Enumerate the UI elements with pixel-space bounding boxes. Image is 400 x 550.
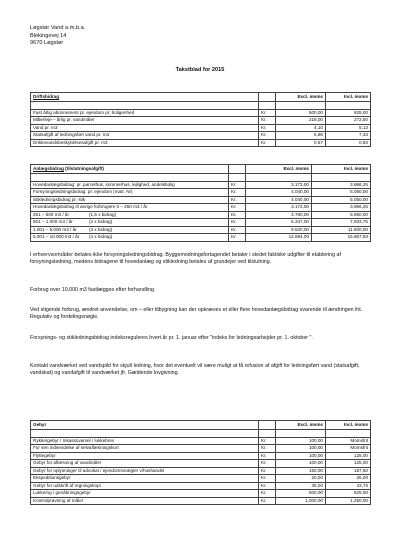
table-row: Stikledningsbidrag pr. stik Kr. 4.040,00 5.050,00 [31, 196, 371, 204]
company-city: 9670 Løgstør [30, 40, 64, 47]
table-row: Statsafgift af ledningsført vand pr. m3 Kr. 5,86 7,33 [31, 132, 371, 140]
drift-col-excl: Excl. moms [276, 93, 326, 102]
drift-table [30, 92, 371, 147]
paragraph-erhverv: I erhvervsområder betales ikke forsyningsledningsbidrag. Byggemodningsfortagendet betaler i stedet faktiske udgifter til etablering af forsyningsledning, medens bidragene til hovedanlæg og stikledning betales af grundejer ved tilslutning. [30, 252, 341, 266]
table-row: Lukke/og / genåbningsgebyr Kr. 500,00 625,00 [31, 490, 371, 498]
table-row: Flyttegebyr Kr. 100,00 125,00 [31, 452, 371, 460]
anlaeg-heading-suffix: (tilslutningsafgift) [63, 166, 104, 171]
table-row: 1.001 – 5.000 m3 / år (3 x bidrag) Kr. 9.520,00 11.900,00 [31, 226, 371, 234]
gebyr-col-incl: Incl. moms [326, 421, 371, 430]
anlaeg-heading: Anlægsbidrag [33, 166, 64, 171]
table-row: Målerleje – årlig pr. vandmåler Kr. 218,00 272,50 [31, 117, 371, 125]
gebyr-header-row [31, 421, 371, 430]
table-row: 251 – 500 m3 / år (1,5 x bidrag) Kr. 4.760,00 5.950,00 [31, 211, 371, 219]
anlaeg-table [30, 164, 371, 242]
table-row: Forsyningsledningsbidrag: pr. ejendom (matr. Nr) Kr. 4.040,00 5.050,00 [31, 189, 371, 197]
table-row: Ekspeditionsgebyr Kr. 20,00 25,00 [31, 475, 371, 483]
anlaeg-header-row [31, 165, 371, 174]
anlaeg-col-incl: Incl. moms [312, 165, 371, 174]
table-row: 5.001 – 10.000 m3 / år (4 x bidrag) Kr. 12.694,00 15.867,50 [31, 234, 371, 242]
table-row: Hovedanlægsbidrag til øvrige forbrugere 0 – 250 m3 / år Kr. 3.173,00 3.966,25 [31, 204, 371, 212]
gebyr-table [30, 420, 371, 505]
paragraph-forbrug: Forbrug over 10.000 m3 fastlægges efter forhandling. [30, 287, 156, 293]
drift-heading: Driftsbidrag [31, 93, 259, 102]
document-title: Takstblad for 2015 [175, 67, 225, 73]
table-row: Gebyr for udskrift af regningskopi Kr. 35,00 43,75 [31, 482, 371, 490]
drift-col-incl: Incl. moms [326, 93, 371, 102]
table-row: Vand pr. m3 Kr. 4,10 5,13 [31, 124, 371, 132]
table-row: Rykkergebyr / Inkassovarsel / lukkebrev Kr. 100,00 Momsfrit [31, 437, 371, 445]
company-address [30, 25, 85, 48]
paragraph-stigende-forbrug: Ved stigende forbrug, ændret anvendelse, om – eller tilbygning kan der opkræves et eller flere hovedanlægsbidrag svarende til ændringen iht. Regulativ og fordelingsnøgle. [30, 307, 363, 321]
table-row: Hovedanlægsbidrag: pr. parcelhus, sommerhus, lejlighed, andelsbolig Kr. 3.173,00 3.966,25 [31, 181, 371, 189]
paragraph-indeksregulering: Forsynings- og stikledningsbidrag indeksreguleres hvert år pr. 1. januar efter "indeks for ledningsarbejder pr. 1. oktober ". [30, 335, 313, 341]
table-row: Kontrolprøvning af måler Kr. 1.000,00 1.250,00 [31, 497, 371, 505]
gebyr-heading: Gebyr [31, 421, 259, 430]
table-row: For sen indsendelse af selvaflæsningskort Kr. 100,00 Momsfrit [31, 445, 371, 453]
company-name: Løgstør Vand a.m.b.a. [30, 25, 86, 31]
table-row: Fast årlig abonnement pr. ejendom pr. boligenhed Kr. 500,00 625,00 [31, 109, 371, 117]
table-row: 501 – 1.000 m3 / år (2 x bidrag) Kr. 6.347,00 7.933,75 [31, 219, 371, 227]
table-row: Drikkevandsbeskyttelsesafgift pr. m3 Kr. 0,67 0,83 [31, 139, 371, 147]
anlaeg-col-excl: Excl. moms [246, 165, 312, 174]
paragraph-vandspild: Kontakt vandværket ved vandspild for skjult ledning, hvor det eventuelt vil være muligt at få refusion af afgift for ledningsført vand (statsafgift, vandskat) og vandafgift til vandværket jfr. Gældende lovgivning. [30, 363, 360, 377]
table-row: Gebyr for aflæsning af vandmåler Kr. 100,00 125,00 [31, 460, 371, 468]
drift-header-row [31, 93, 371, 102]
company-street: Blekingevej 14 [30, 32, 67, 39]
gebyr-col-excl: Excl. moms [276, 421, 326, 430]
table-row: Gebyr for oplysninger til advokat / ejendomsmægler v/hushandel Kr. 150,00 187,50 [31, 467, 371, 475]
